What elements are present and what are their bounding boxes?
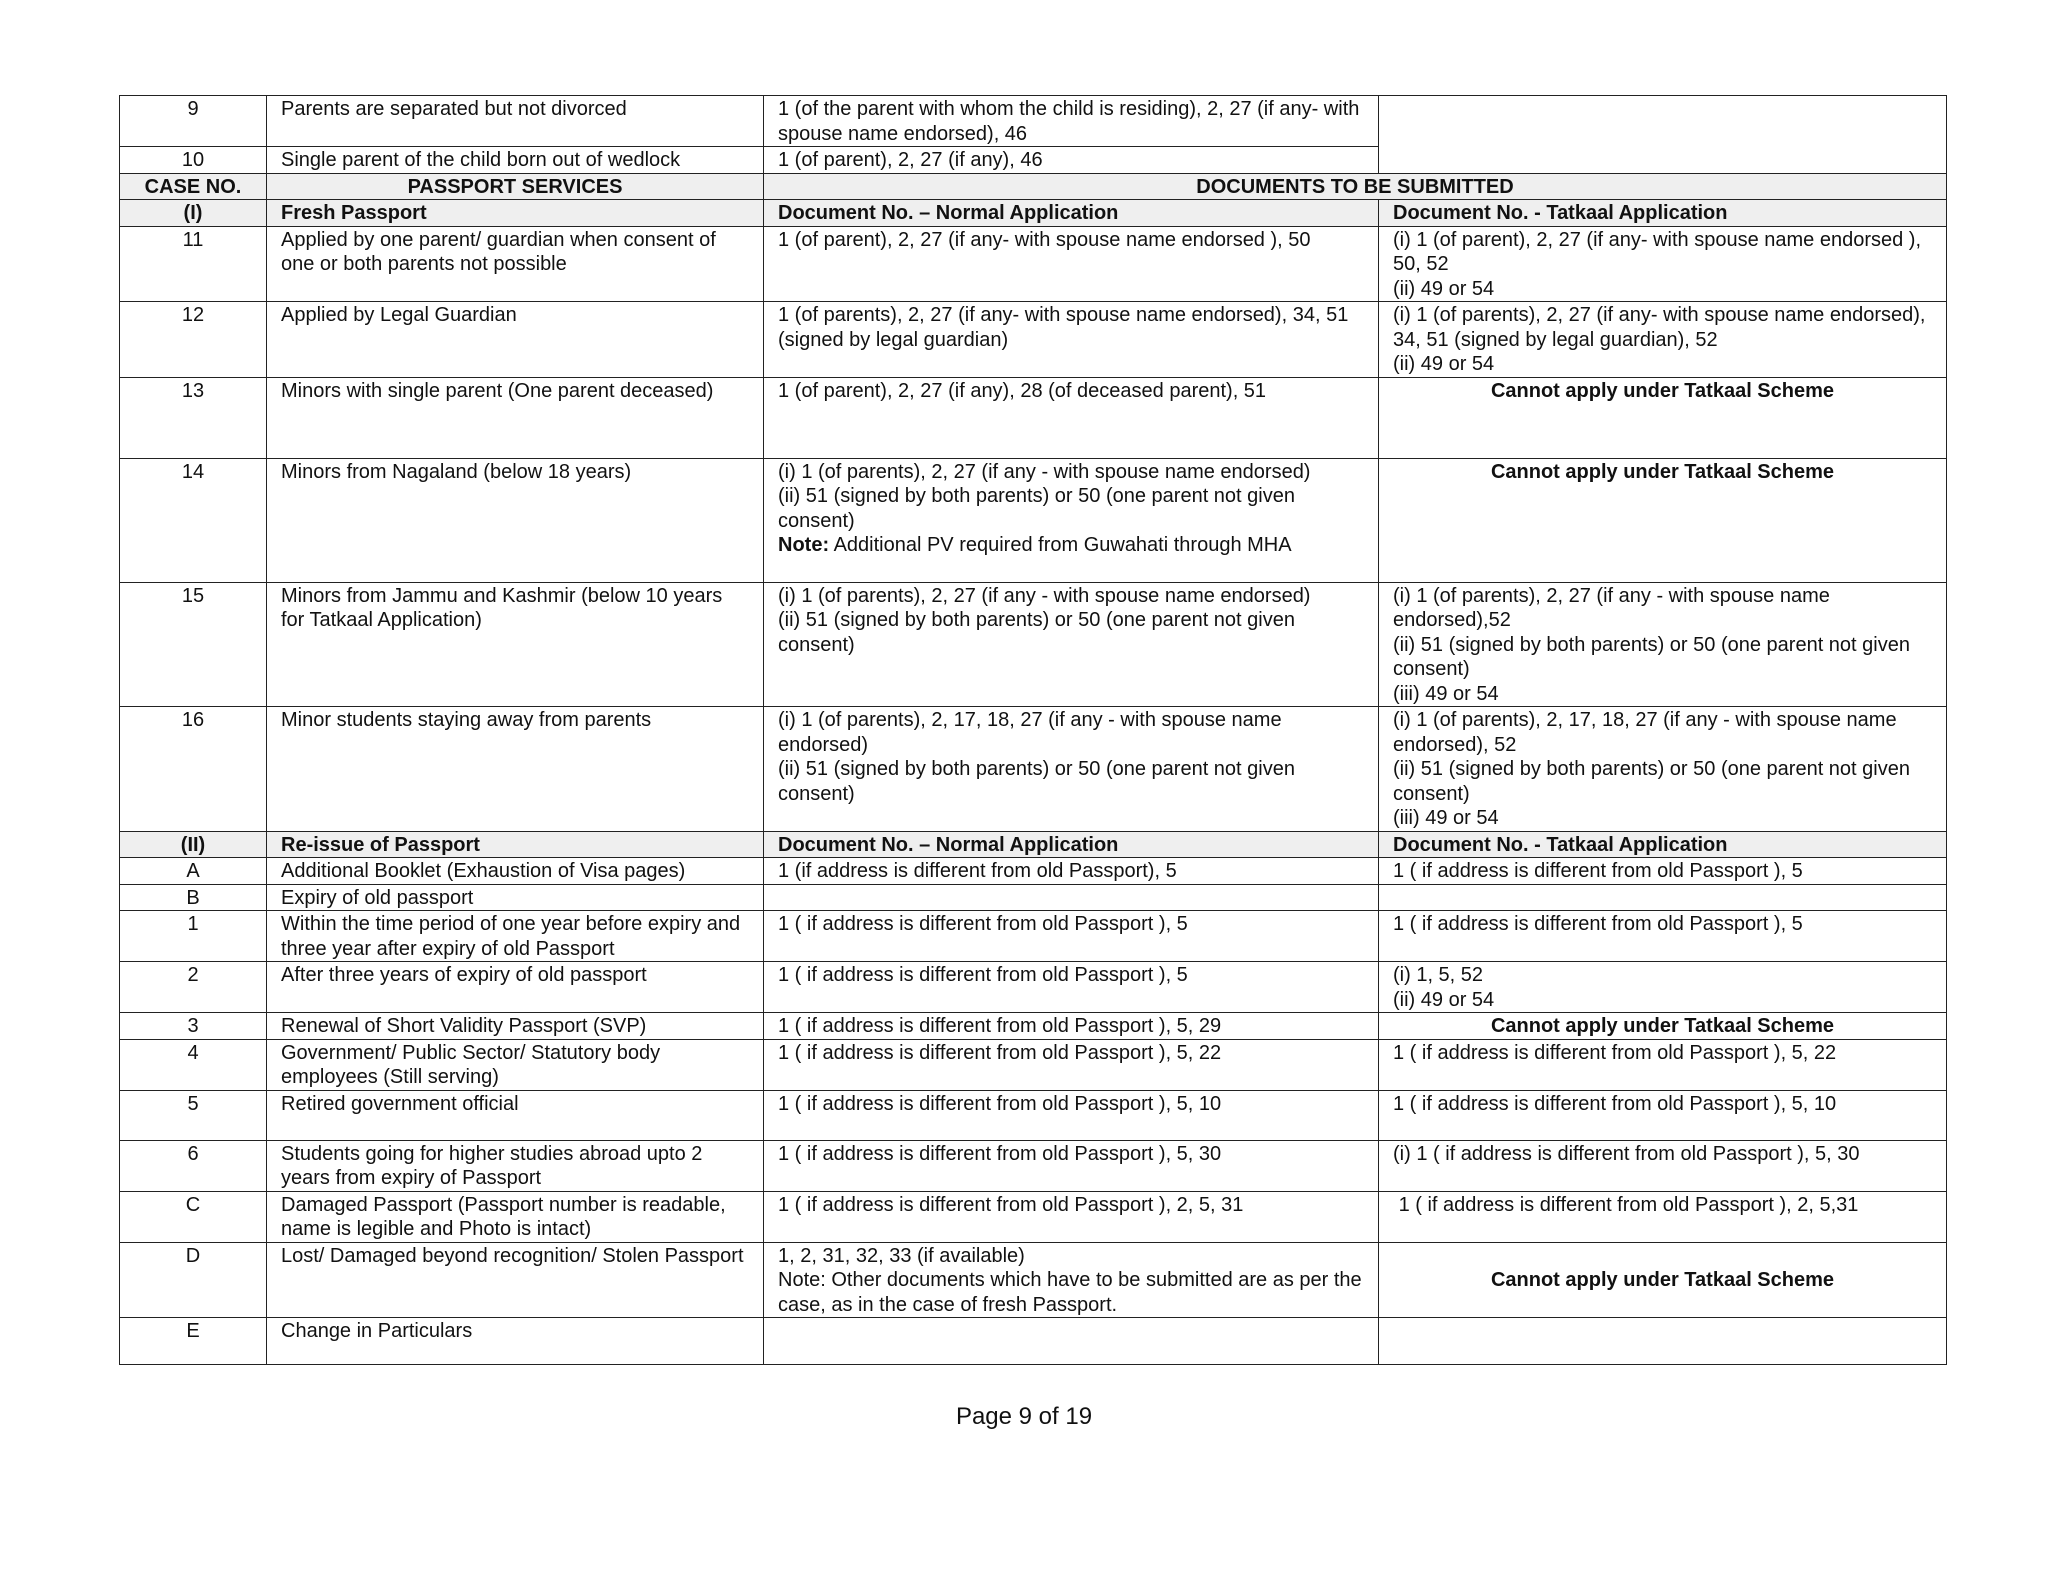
note-label: Note: — [778, 534, 830, 556]
main-header-row — [120, 173, 1947, 200]
service-name: Change in Particulars — [267, 1318, 764, 1365]
table-row — [120, 1242, 1947, 1318]
normal-docs — [764, 582, 1379, 707]
tatkaal-docs: Cannot apply under Tatkaal Scheme — [1379, 377, 1947, 458]
tatkaal-line: (iii) 49 or 54 — [1393, 807, 1499, 829]
case-number: 12 — [120, 302, 267, 378]
table-row — [120, 962, 1947, 1013]
case-number: B — [120, 884, 267, 911]
case-number: 5 — [120, 1090, 267, 1140]
case-number: 9 — [120, 96, 267, 147]
note-line — [778, 533, 1364, 558]
table-row — [120, 884, 1947, 911]
table-row — [120, 1013, 1947, 1040]
service-name: Retired government official — [267, 1090, 764, 1140]
tatkaal-header: Document No. - Tatkaal Application — [1379, 831, 1947, 858]
case-number: 6 — [120, 1140, 267, 1191]
normal-docs: 1 (if address is different from old Passport), 5 — [764, 858, 1379, 885]
normal-line: (ii) 51 (signed by both parents) or 50 (one parent not given consent) — [778, 758, 1295, 805]
normal-docs: 1 ( if address is different from old Passport ), 5 — [764, 911, 1379, 962]
table-row — [120, 1318, 1947, 1365]
service-name: Government/ Public Sector/ Statutory body employees (Still serving) — [267, 1039, 764, 1090]
service-name: Minors from Nagaland (below 18 years) — [267, 458, 764, 582]
documents-table — [119, 95, 1947, 1365]
tatkaal-header: Document No. - Tatkaal Application — [1379, 200, 1947, 227]
normal-docs — [764, 707, 1379, 832]
tatkaal-docs — [1379, 96, 1947, 174]
table-row — [120, 1191, 1947, 1242]
normal-docs: 1 ( if address is different from old Passport ), 5, 29 — [764, 1013, 1379, 1040]
tatkaal-docs — [1379, 582, 1947, 707]
normal-docs: 1 ( if address is different from old Passport ), 5, 22 — [764, 1039, 1379, 1090]
tatkaal-docs — [1379, 302, 1947, 378]
normal-docs — [764, 884, 1379, 911]
normal-docs: 1 (of parent), 2, 27 (if any- with spouse name endorsed ), 50 — [764, 226, 1379, 302]
case-number: 4 — [120, 1039, 267, 1090]
table-row — [120, 226, 1947, 302]
tatkaal-line: (ii) 51 (signed by both parents) or 50 (one parent not given consent) — [1393, 758, 1910, 805]
normal-line: (i) 1 (of parents), 2, 27 (if any - with spouse name endorsed) — [778, 584, 1311, 607]
table-row — [120, 582, 1947, 707]
service-name: Single parent of the child born out of wedlock — [267, 147, 764, 174]
case-number: D — [120, 1242, 267, 1318]
service-name: Minors from Jammu and Kashmir (below 10 years for Tatkaal Application) — [267, 582, 764, 707]
tatkaal-line: (i) 1 (of parents), 2, 17, 18, 27 (if any - with spouse name endorsed), 52 — [1393, 709, 1897, 756]
tatkaal-docs: Cannot apply under Tatkaal Scheme — [1379, 1242, 1947, 1318]
tatkaal-docs — [1379, 1318, 1947, 1365]
documents-header: DOCUMENTS TO BE SUBMITTED — [764, 173, 1947, 200]
service-name: Additional Booklet (Exhaustion of Visa pages) — [267, 858, 764, 885]
case-number: 16 — [120, 707, 267, 832]
table-row — [120, 911, 1947, 962]
case-number: 1 — [120, 911, 267, 962]
normal-header: Document No. – Normal Application — [764, 831, 1379, 858]
normal-line: (ii) 51 (signed by both parents) or 50 (one parent not given consent) — [778, 485, 1295, 532]
tatkaal-docs: 1 ( if address is different from old Passport ), 5, 22 — [1379, 1039, 1947, 1090]
tatkaal-docs: Cannot apply under Tatkaal Scheme — [1379, 1013, 1947, 1040]
table-row — [120, 1140, 1947, 1191]
normal-docs: 1 ( if address is different from old Passport ), 5, 10 — [764, 1090, 1379, 1140]
case-number: 15 — [120, 582, 267, 707]
service-name: Within the time period of one year before expiry and three year after expiry of old Passport — [267, 911, 764, 962]
page-number: Page 9 of 19 — [955, 1403, 1093, 1430]
normal-docs: 1 (of parent), 2, 27 (if any), 28 (of deceased parent), 51 — [764, 377, 1379, 458]
service-name: After three years of expiry of old passport — [267, 962, 764, 1013]
normal-line: (ii) 51 (signed by both parents) or 50 (one parent not given consent) — [778, 609, 1295, 656]
tatkaal-docs — [1379, 962, 1947, 1013]
section-title: Re-issue of Passport — [267, 831, 764, 858]
tatkaal-line: (ii) 49 or 54 — [1393, 353, 1495, 375]
section-header-row — [120, 200, 1947, 227]
table-row — [120, 1039, 1947, 1090]
table-row — [120, 302, 1947, 378]
case-number: 11 — [120, 226, 267, 302]
case-number: A — [120, 858, 267, 885]
tatkaal-docs: (i) 1 ( if address is different from old Passport ), 5, 30 — [1379, 1140, 1947, 1191]
tatkaal-docs: 1 ( if address is different from old Passport ), 2, 5,31 — [1379, 1191, 1947, 1242]
normal-line: (i) 1 (of parents), 2, 27 (if any - with spouse name endorsed) — [778, 460, 1311, 483]
tatkaal-line: (ii) 49 or 54 — [1393, 988, 1495, 1011]
service-name: Renewal of Short Validity Passport (SVP) — [267, 1013, 764, 1040]
service-name: Damaged Passport (Passport number is readable, name is legible and Photo is intact) — [267, 1191, 764, 1242]
table-row — [120, 858, 1947, 885]
case-number: 2 — [120, 962, 267, 1013]
normal-docs: 1 ( if address is different from old Passport ), 5 — [764, 962, 1379, 1013]
table-row — [120, 707, 1947, 832]
case-no-header: CASE NO. — [120, 173, 267, 200]
section-number: (I) — [120, 200, 267, 227]
table-row — [120, 458, 1947, 582]
tatkaal-line: (i) 1 (of parents), 2, 27 (if any - with spouse name endorsed),52 — [1393, 584, 1830, 631]
normal-docs: 1 (of parent), 2, 27 (if any), 46 — [764, 147, 1379, 174]
normal-docs — [764, 1242, 1379, 1318]
section-title: Fresh Passport — [267, 200, 764, 227]
case-number: 10 — [120, 147, 267, 174]
case-number: 14 — [120, 458, 267, 582]
normal-docs: 1 ( if address is different from old Passport ), 5, 30 — [764, 1140, 1379, 1191]
tatkaal-docs — [1379, 884, 1947, 911]
tatkaal-docs: 1 ( if address is different from old Passport ), 5 — [1379, 911, 1947, 962]
section-header-row — [120, 831, 1947, 858]
tatkaal-line: (ii) 51 (signed by both parents) or 50 (one parent not given consent) — [1393, 633, 1910, 680]
table-row — [120, 1090, 1947, 1140]
service-name: Applied by one parent/ guardian when consent of one or both parents not possible — [267, 226, 764, 302]
normal-docs: 1 (of the parent with whom the child is residing), 2, 27 (if any- with spouse name endorsed), 46 — [764, 96, 1379, 147]
tatkaal-line: (i) 1, 5, 52 — [1393, 964, 1484, 986]
normal-docs — [764, 458, 1379, 582]
note-line: Note: Other documents which have to be submitted are as per the case, as in the case of fresh Passport. — [778, 1269, 1362, 1316]
tatkaal-line: (ii) 49 or 54 — [1393, 277, 1495, 300]
table-row — [120, 96, 1947, 147]
normal-docs: 1 (of parents), 2, 27 (if any- with spouse name endorsed), 34, 51 (signed by legal guardian) — [764, 302, 1379, 378]
case-number: E — [120, 1318, 267, 1365]
service-name: Expiry of old passport — [267, 884, 764, 911]
normal-docs — [764, 1318, 1379, 1365]
normal-header: Document No. – Normal Application — [764, 200, 1379, 227]
normal-docs: 1 ( if address is different from old Passport ), 2, 5, 31 — [764, 1191, 1379, 1242]
tatkaal-docs — [1379, 226, 1947, 302]
service-name: Minor students staying away from parents — [267, 707, 764, 832]
service-name: Applied by Legal Guardian — [267, 302, 764, 378]
case-number: 13 — [120, 377, 267, 458]
case-number: C — [120, 1191, 267, 1242]
service-name: Students going for higher studies abroad upto 2 years from expiry of Passport — [267, 1140, 764, 1191]
service-name: Parents are separated but not divorced — [267, 96, 764, 147]
note-text: Additional PV required from Guwahati through MHA — [829, 534, 1292, 556]
tatkaal-docs: Cannot apply under Tatkaal Scheme — [1379, 458, 1947, 582]
tatkaal-line: (i) 1 (of parents), 2, 27 (if any- with spouse name endorsed), 34, 51 (signed by legal guardian), 52 — [1393, 304, 1926, 351]
case-number: 3 — [120, 1013, 267, 1040]
service-name: Minors with single parent (One parent deceased) — [267, 377, 764, 458]
tatkaal-docs: 1 ( if address is different from old Passport ), 5, 10 — [1379, 1090, 1947, 1140]
section-number: (II) — [120, 831, 267, 858]
normal-line: 1, 2, 31, 32, 33 (if available) — [778, 1244, 1025, 1267]
service-name: Lost/ Damaged beyond recognition/ Stolen Passport — [267, 1242, 764, 1318]
passport-services-header: PASSPORT SERVICES — [267, 173, 764, 200]
tatkaal-line: (i) 1 (of parent), 2, 27 (if any- with spouse name endorsed ), 50, 52 — [1393, 228, 1922, 275]
tatkaal-docs: 1 ( if address is different from old Passport ), 5 — [1379, 858, 1947, 885]
tatkaal-line: (iii) 49 or 54 — [1393, 682, 1499, 705]
table-row — [120, 377, 1947, 458]
tatkaal-docs — [1379, 707, 1947, 832]
normal-line: (i) 1 (of parents), 2, 17, 18, 27 (if any - with spouse name endorsed) — [778, 709, 1282, 756]
